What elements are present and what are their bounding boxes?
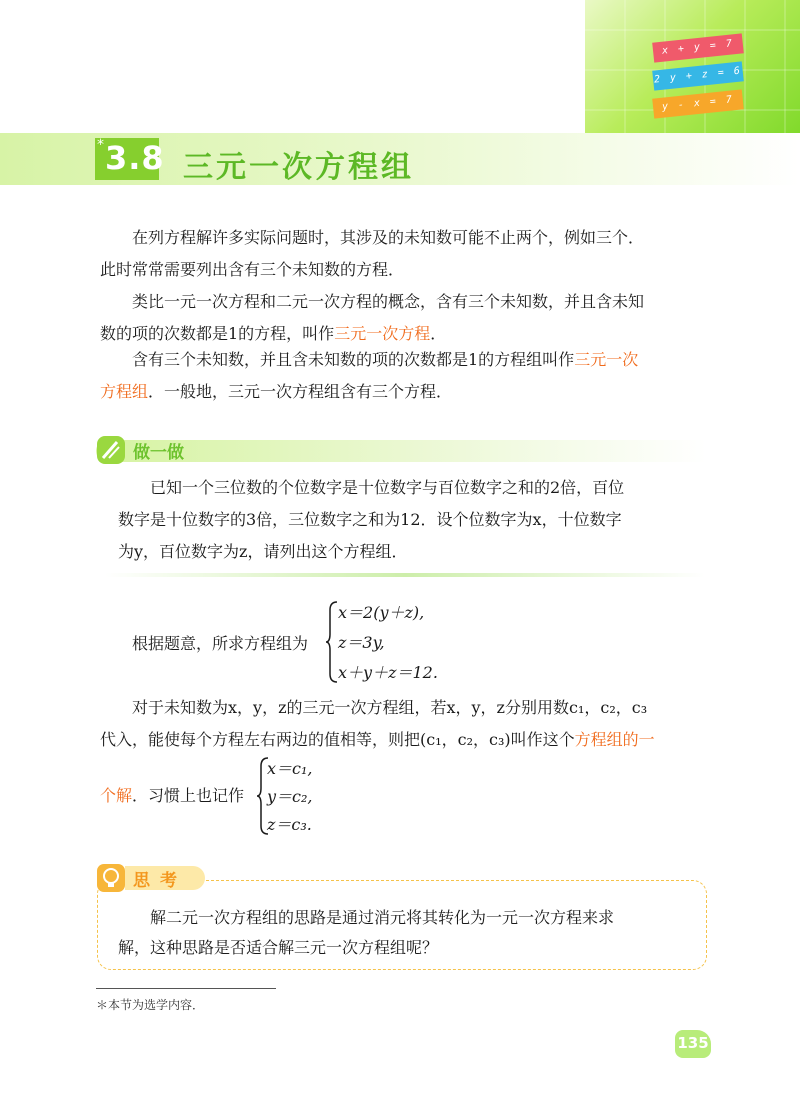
- section-divider: [105, 573, 705, 577]
- activity-label: 做一做: [133, 443, 184, 463]
- think-label: 思考: [133, 871, 187, 891]
- lightbulb-icon-svg: [97, 864, 125, 892]
- definition-line-3: [100, 780, 710, 812]
- text-line: 在列方程解许多实际问题时，其涉及的未知数可能不止两个，例如三个．: [132, 228, 645, 247]
- term-solution: 方程组的一: [574, 730, 655, 749]
- activity-line-1: 已知一个三位数的个位数字是十位数字与百位数字之和的2倍，百位: [150, 478, 625, 497]
- text-line: 此时常常需要列出含有三个未知数的方程．: [100, 260, 405, 279]
- lightbulb-icon: [97, 864, 125, 892]
- think-line-2: 解，这种思路是否适合解三元一次方程组呢？: [118, 938, 439, 957]
- definition-line-1: 对于未知数为x，y，z的三元一次方程组，若x，y，z分别用数c₁，c₂，c₃: [132, 698, 648, 717]
- text-line: 含有三个未知数，并且含未知数的项的次数都是1的方程组叫作: [132, 350, 575, 369]
- intro-paragraph-1-cont: [100, 254, 710, 286]
- term-three-var-equation: 三元一次方程: [334, 324, 431, 343]
- left-brace-icon: [326, 600, 338, 684]
- footnote-rule: [96, 988, 276, 989]
- solution-lead: 根据题意，所求方程组为: [132, 634, 309, 653]
- solution-z: z＝c₃.: [267, 815, 312, 834]
- equation-1: x＝2(y＋z),: [338, 603, 425, 622]
- banner-equation-1: x + y = 7: [652, 33, 744, 62]
- equation-3: x＋y＋z＝12.: [338, 663, 438, 682]
- text-line: 代入，能使每个方程左右两边的值相等，则把(c₁，c₂，c₃)叫作这个: [100, 730, 575, 749]
- pencil-icon: [97, 436, 125, 464]
- optional-star: *: [97, 137, 104, 153]
- intro-paragraph-2: [100, 286, 710, 318]
- banner-equation-2: 2 y + z = 6: [652, 61, 744, 90]
- term-three-var-system-cont: 方程组: [100, 382, 149, 401]
- term-solution-cont: 个解: [100, 786, 133, 805]
- intro-paragraph-3-cont: [100, 376, 710, 408]
- text-line: ．: [430, 324, 447, 343]
- section-title: 三元一次方程组: [183, 150, 414, 185]
- think-line-1: 解二元一次方程组的思路是通过消元将其转化为一元一次方程来求: [150, 908, 615, 927]
- activity-heading-bar: [96, 440, 706, 462]
- page-number: 135: [677, 1034, 709, 1052]
- activity-line-3: 为y，百位数字为z，请列出这个方程组．: [118, 542, 408, 561]
- text-line: 类比一元一次方程和二元一次方程的概念，含有三个未知数，并且含未知: [132, 292, 645, 311]
- banner-equation-3: y - x = 7: [652, 89, 744, 118]
- section-number: 3.8: [105, 139, 165, 177]
- text-line: ．习惯上也记作: [132, 786, 245, 805]
- activity-line-2: 数字是十位数字的3倍，三位数字之和为12．设个位数字为x，十位数字: [118, 510, 622, 529]
- definition-line-2: [100, 724, 710, 756]
- solution-x: x＝c₁,: [267, 759, 313, 778]
- equation-2: z＝3y,: [338, 633, 385, 652]
- text-line: ．一般地，三元一次方程组含有三个方程．: [148, 382, 453, 401]
- intro-paragraph-1: [100, 222, 710, 254]
- text-line: 数的项的次数都是1的方程，叫作: [100, 324, 335, 343]
- pencil-icon-svg: [97, 436, 125, 464]
- footnote: ＊本节为选学内容．: [96, 998, 205, 1012]
- solution-y: y＝c₂,: [267, 787, 313, 806]
- term-three-var-system: 三元一次: [574, 350, 639, 369]
- intro-paragraph-3: [100, 344, 710, 376]
